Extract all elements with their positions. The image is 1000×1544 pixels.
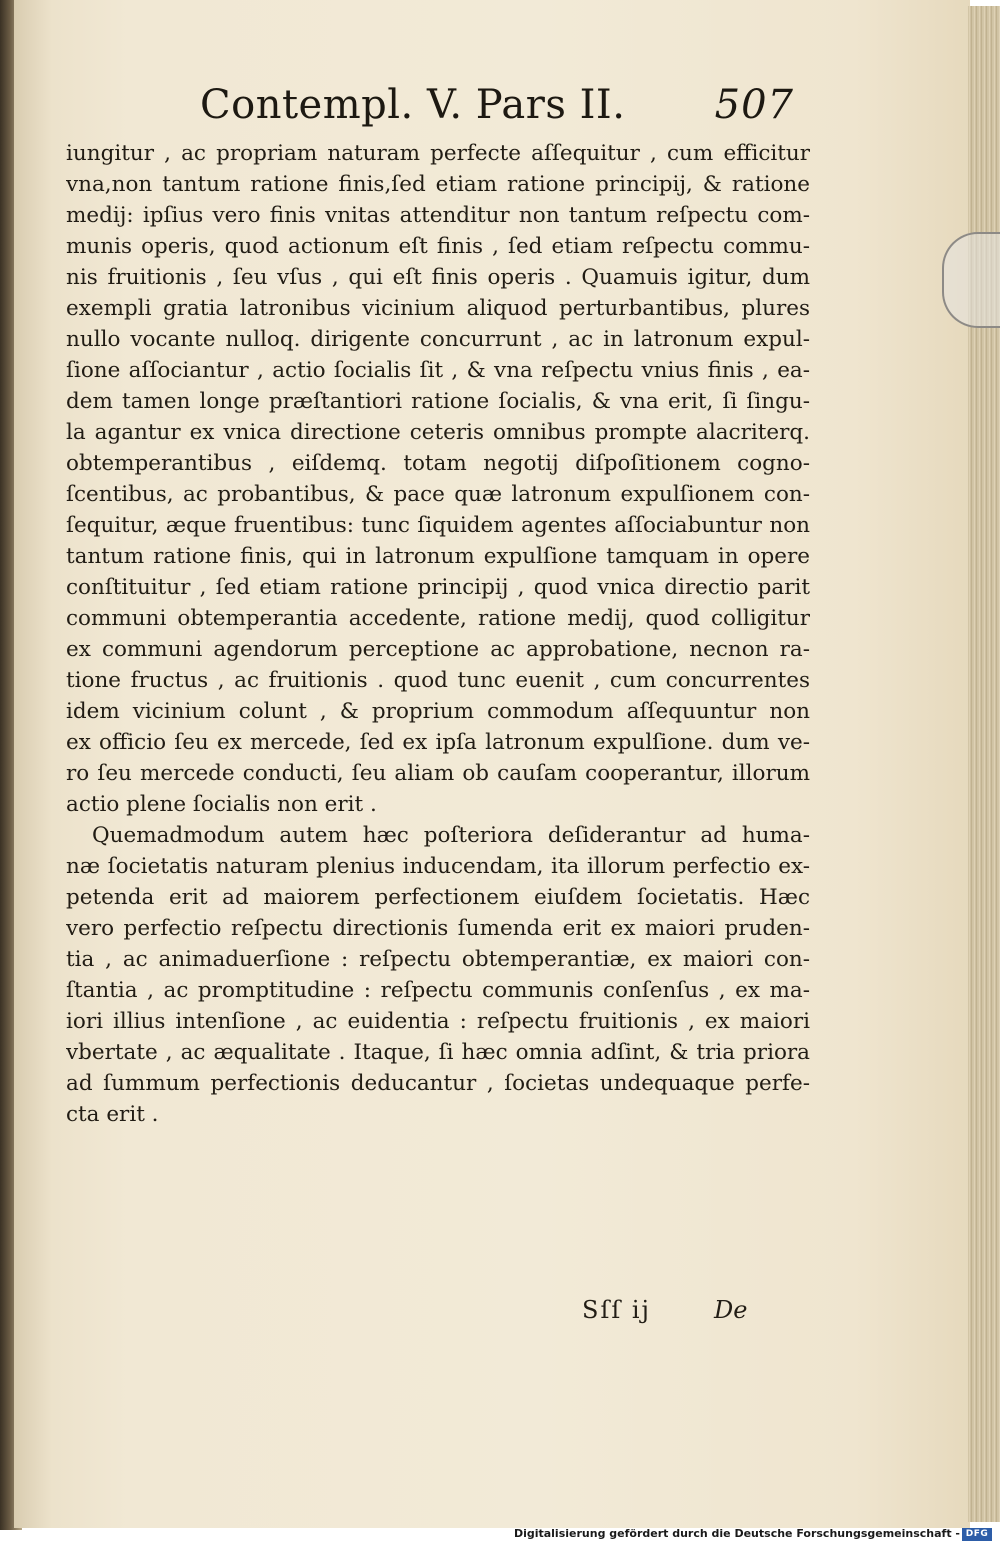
dfg-logo-icon: DFG [962,1528,992,1541]
text-line: dem tamen longe præſtantiori ratione ſocialis, & vna erit, ſi ſingu- [66,389,810,414]
text-line: munis operis, quod actionum eſt finis , ſed etiam reſpectu commu- [66,234,810,259]
footer-credit: Digitalisierung gefördert durch die Deutsche Forschungsgemeinschaft - [513,1527,960,1540]
text-line: vbertate , ac æqualitate . Itaque, ſi hæc omnia adſint, & tria priora [66,1040,810,1065]
text-line: vna,non tantum ratione finis,ſed etiam ratione principij, & ratione [66,172,810,197]
text-line: ſequitur, æque fruentibus: tunc ſiquidem agentes aſſociabuntur non [66,513,810,538]
text-line: conſtituitur , ſed etiam ratione principij , quod vnica directio parit [66,575,810,600]
text-line: ad ſummum perfectionis deducantur , ſocietas undequaque perfe- [66,1071,810,1096]
text-line: nis fruitionis , ſeu vſus , qui eſt finis operis . Quamuis igitur, dum [66,265,810,290]
page-clip [942,232,1000,328]
text-line: idem vicinium colunt , & proprium commodum aſſequuntur non [66,699,810,724]
text-line: næ ſocietatis naturam plenius inducendam, ita illorum perfectio ex- [66,854,810,879]
text-line: cta erit . [66,1102,159,1127]
text-line: communi obtemperantia accedente, ratione medij, quod colligitur [66,606,810,631]
text-line: tia , ac animaduerſione : reſpectu obtemperantiæ, ex maiori con- [66,947,810,972]
header-title: Contempl. V. Pars II. [200,82,626,128]
text-line: medij: ipſius vero finis vnitas attenditur non tantum reſpectu com- [66,203,810,228]
text-line: ſcentibus, ac probantibus, & pace quæ latronum expulſionem con- [66,482,810,507]
text-line: Quemadmodum autem hæc poſteriora deſiderantur ad huma- [92,823,810,848]
text-line: exempli gratia latronibus vicinium aliquod perturbantibus, plures [66,296,810,321]
text-line: ex communi agendorum perceptione ac approbatione, necnon ra- [66,637,810,662]
text-line: la agantur ex vnica directione ceteris omnibus prompte alacriterq. [66,420,810,445]
text-line: ro ſeu mercede conducti, ſeu aliam ob cauſam cooperantur, illorum [66,761,810,786]
text-line: iungitur , ac propriam naturam perfecte aſſequitur , cum efficitur [66,141,810,166]
text-line: iori illius intenſione , ac euidentia : reſpectu fruitionis , ex maiori [66,1009,810,1034]
page-number: 507 [714,82,794,128]
text-line: petenda erit ad maiorem perfectionem eiuſdem ſocietatis. Hæc [66,885,810,910]
text-line: ſtantia , ac promptitudine : reſpectu communis conſenſus , ex ma- [66,978,810,1003]
signature-mark: Sſſ ij [582,1296,651,1324]
text-line: ſione aſſociantur , actio ſocialis ſit , & vna reſpectu vnius finis , ea- [66,358,810,383]
paragraph-1 [66,138,810,820]
text-line: actio plene ſocialis non erit . [66,792,377,817]
text-line: obtemperantibus , eiſdemq. totam negotij diſpoſitionem cogno- [66,451,810,476]
catchword: De [714,1296,748,1324]
running-header [200,82,800,136]
text-line: nullo vocante nulloq. dirigente concurrunt , ac in latronum expul- [66,327,810,352]
text-line: tione fructus , ac fruitionis . quod tunc euenit , cum concurrentes [66,668,810,693]
text-line: tantum ratione finis, qui in latronum expulſione tamquam in opere [66,544,810,569]
text-line: vero perfectio reſpectu directionis ſumenda erit ex maiori pruden- [66,916,810,941]
body-text [66,138,810,1130]
paragraph-2 [66,820,810,1130]
text-line: ex officio ſeu ex mercede, ſed ex ipſa latronum expulſione. dum ve- [66,730,810,755]
